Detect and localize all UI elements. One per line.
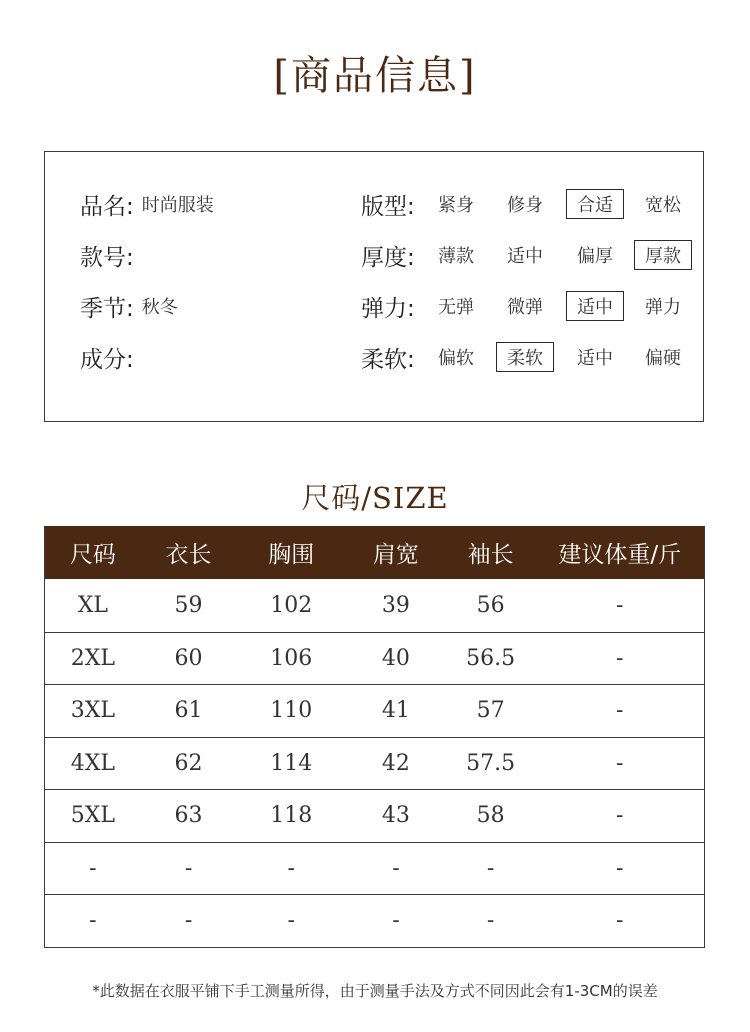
- table-cell: -: [287, 855, 295, 881]
- measurement-footnote: *此数据在衣服平铺下手工测量所得，由于测量手法及方式不同因此会有1-3CM的误差: [92, 982, 658, 1000]
- table-cell: 41: [381, 698, 410, 724]
- header-shoulder: 肩宽: [372, 542, 419, 568]
- option-thickish: 偏厚: [577, 246, 613, 267]
- table-row: [45, 789, 704, 842]
- attr-elasticity: [361, 286, 433, 326]
- option-thin: 薄款: [438, 246, 474, 267]
- field-value: 时尚服装: [141, 195, 214, 216]
- table-cell: -: [486, 855, 495, 881]
- attr-label: 柔软:: [361, 346, 415, 373]
- option-medium-soft: 适中: [577, 348, 613, 369]
- table-cell: 58: [476, 803, 505, 829]
- table-header: [45, 526, 704, 579]
- table-cell: -: [89, 908, 97, 934]
- table-cell: 4XL: [70, 750, 115, 776]
- table-row: [45, 842, 704, 895]
- info-row: [45, 337, 703, 377]
- table-cell: 63: [174, 803, 203, 829]
- table-cell: 62: [174, 750, 203, 776]
- product-info-box: [44, 151, 704, 422]
- option-tight: 紧身: [438, 195, 474, 216]
- table-cell: 43: [381, 803, 410, 829]
- table-cell: -: [616, 645, 624, 671]
- table-cell: 42: [381, 750, 410, 776]
- table-cell: 60: [174, 645, 203, 671]
- table-cell: 56: [476, 592, 505, 618]
- table-cell: -: [616, 750, 624, 776]
- option-slim: 修身: [507, 195, 543, 216]
- table-cell: 56.5: [466, 645, 516, 671]
- header-weight: 建议体重/斤: [558, 542, 682, 568]
- table-cell: -: [287, 908, 295, 934]
- table-cell: -: [184, 908, 193, 934]
- table-cell: -: [616, 592, 624, 618]
- field-label: 成分:: [80, 346, 134, 373]
- table-row: [45, 632, 704, 685]
- header-size: 尺码: [69, 542, 116, 568]
- info-row: [45, 184, 703, 224]
- option-thick-selected: 厚款: [634, 240, 692, 270]
- option-fit-selected: 合适: [566, 189, 624, 219]
- field-name: [80, 184, 214, 224]
- table-body: [45, 579, 704, 947]
- table-cell: 102: [270, 592, 313, 618]
- header-length: 衣长: [165, 542, 212, 568]
- table-cell: -: [392, 908, 400, 934]
- table-cell: 110: [270, 698, 313, 724]
- field-value: 秋冬: [141, 297, 178, 318]
- option-moderate-selected: 适中: [566, 291, 624, 321]
- table-row: [45, 579, 704, 632]
- attr-fit: [361, 184, 433, 224]
- header-chest: 胸围: [268, 542, 315, 568]
- table-cell: 57.5: [466, 750, 516, 776]
- field-season: [80, 286, 178, 326]
- table-cell: -: [486, 908, 495, 934]
- table-cell: 39: [381, 592, 410, 618]
- table-row: [45, 684, 704, 737]
- option-soft-selected: 柔软: [496, 342, 554, 372]
- table-cell: 40: [381, 645, 410, 671]
- attr-label: 版型:: [361, 193, 415, 220]
- table-cell: -: [392, 855, 400, 881]
- field-label: 品名:: [80, 193, 134, 220]
- option-medium: 适中: [507, 246, 543, 267]
- info-row: [45, 286, 703, 326]
- option-hard: 偏硬: [645, 348, 681, 369]
- option-loose: 宽松: [645, 195, 681, 216]
- attr-label: 厚度:: [361, 244, 415, 271]
- field-label: 款号:: [80, 244, 134, 271]
- option-stretch: 弹力: [645, 297, 681, 318]
- info-row: [45, 235, 703, 275]
- option-slight-stretch: 微弹: [507, 297, 543, 318]
- table-cell: 2XL: [70, 645, 115, 671]
- table-cell: -: [616, 698, 624, 724]
- field-label: 季节:: [80, 295, 134, 322]
- table-cell: -: [616, 855, 624, 881]
- table-cell: 57: [476, 698, 505, 724]
- table-cell: 106: [270, 645, 313, 671]
- option-no-stretch: 无弹: [438, 297, 474, 318]
- table-cell: 5XL: [70, 803, 115, 829]
- table-cell: -: [184, 855, 193, 881]
- attr-thickness: [361, 235, 433, 275]
- table-cell: -: [89, 855, 97, 881]
- table-cell: -: [616, 908, 624, 934]
- attr-label: 弹力:: [361, 295, 415, 322]
- field-style-no: [80, 235, 142, 275]
- table-cell: 3XL: [70, 698, 115, 724]
- table-cell: 118: [270, 803, 313, 829]
- page-title: [商品信息]: [273, 53, 477, 99]
- attr-softness: [361, 337, 433, 377]
- field-material: [80, 337, 142, 377]
- table-cell: -: [616, 803, 624, 829]
- option-softish: 偏软: [438, 348, 474, 369]
- table-row: [45, 894, 704, 947]
- size-table: [44, 526, 705, 948]
- table-cell: 61: [174, 698, 203, 724]
- table-row: [45, 737, 704, 790]
- table-cell: XL: [77, 592, 108, 618]
- table-cell: 114: [270, 750, 313, 776]
- header-sleeve: 袖长: [467, 542, 514, 568]
- table-cell: 59: [174, 592, 203, 618]
- size-title: 尺码/SIZE: [301, 481, 449, 515]
